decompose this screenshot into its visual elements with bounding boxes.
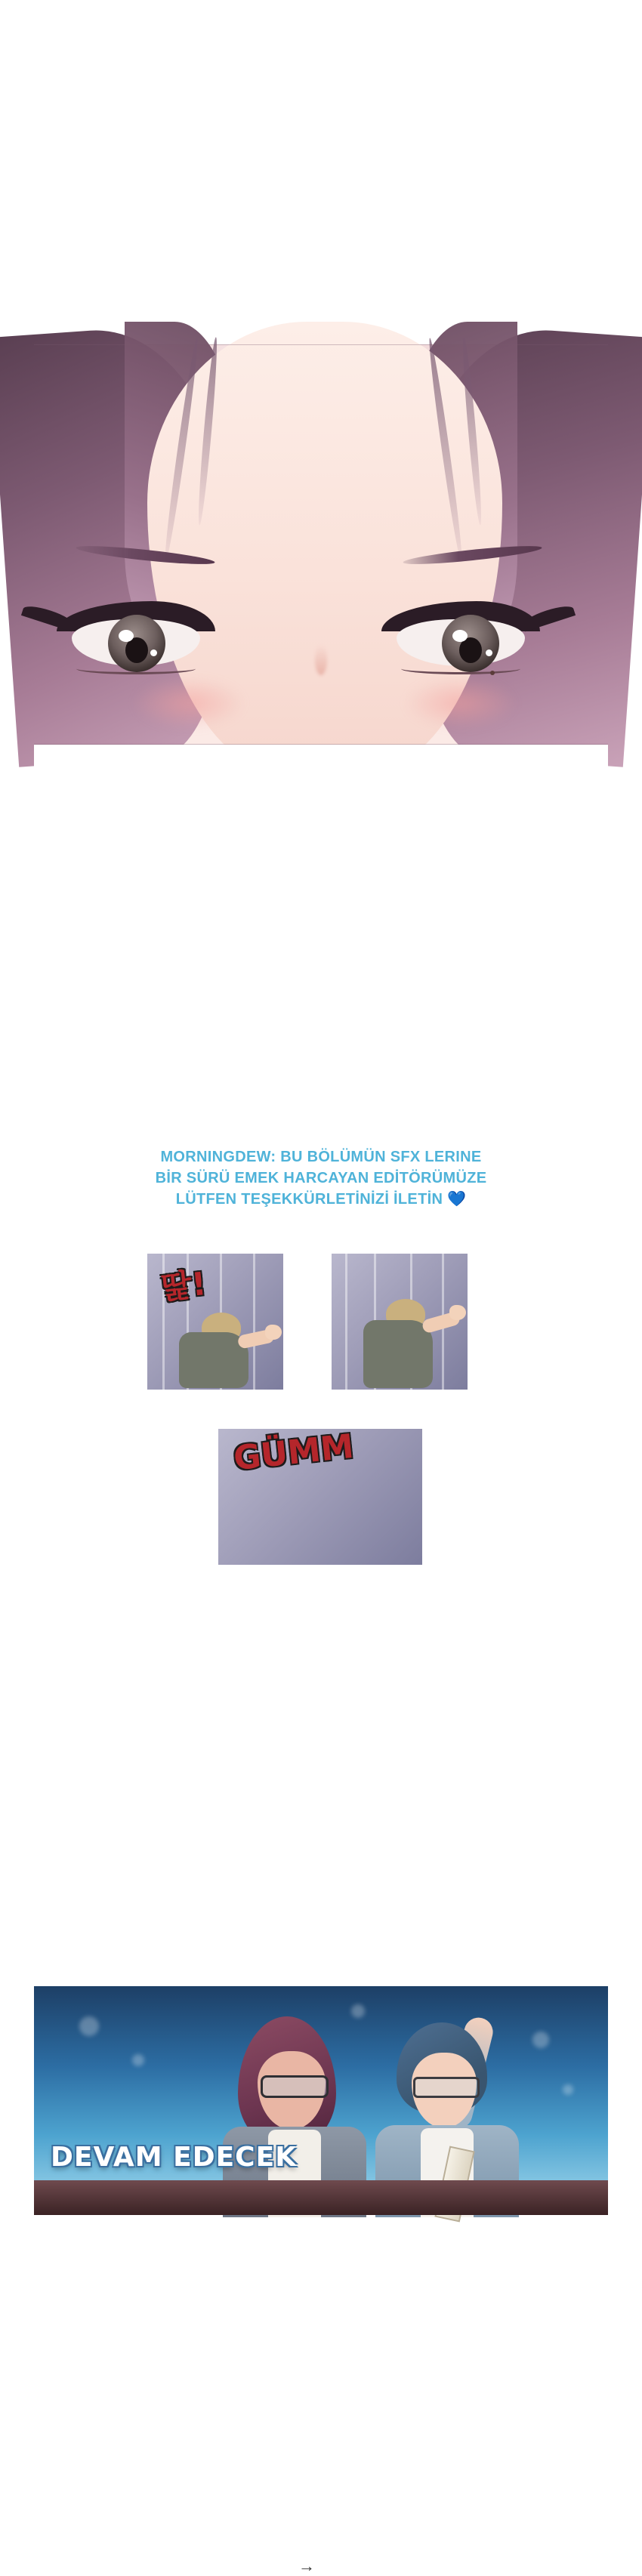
glasses-icon xyxy=(261,2075,329,2098)
character-body xyxy=(363,1320,433,1388)
credits-line-1: MORNINGDEW: BU BÖLÜMÜN SFX LERINE xyxy=(160,1149,482,1165)
sfx-after-thumbnail xyxy=(332,1254,468,1390)
eye-right xyxy=(381,594,540,684)
glasses-icon xyxy=(413,2077,480,2098)
eye-left xyxy=(57,594,215,684)
eye-highlight xyxy=(119,630,134,642)
sfx-result-thumbnail xyxy=(218,1429,422,1565)
webtoon-page xyxy=(34,0,608,2575)
speed-line xyxy=(345,1254,347,1390)
translator-credits xyxy=(34,1146,608,1210)
sfx-translated-label: GÜMM xyxy=(231,1427,356,1479)
to-be-continued-panel xyxy=(34,1986,608,2215)
speed-line xyxy=(253,1254,255,1390)
character-hand xyxy=(449,1305,466,1320)
heart-icon: 💙 xyxy=(447,1191,467,1208)
eyelash-lower xyxy=(401,663,520,674)
foreground-ground xyxy=(34,2180,608,2215)
eyelash-lower xyxy=(76,663,196,674)
to-be-continued-text: DEVAM EDECEK xyxy=(51,2142,298,2173)
credits-line-2: BİR SÜRÜ EMEK HARCAYAN EDİTÖRÜMÜZE xyxy=(155,1170,487,1186)
eye-highlight xyxy=(486,649,492,656)
credits-line-3: LÜTFEN TEŞEKKÜRLETİNİZİ İLETİN xyxy=(175,1191,443,1208)
arrow-right-icon: → xyxy=(298,2556,315,2575)
top-white-gap xyxy=(34,0,608,344)
close-up-eyes-panel xyxy=(34,344,608,745)
bokeh-light xyxy=(351,2004,365,2018)
eye-highlight xyxy=(150,649,157,656)
bokeh-light xyxy=(79,2016,99,2036)
bokeh-light xyxy=(563,2084,573,2095)
bokeh-light xyxy=(532,2031,549,2048)
blush-left xyxy=(132,677,245,730)
sfx-original-label: 딽! xyxy=(159,1264,208,1307)
panel-top-border xyxy=(34,344,608,345)
sfx-before-thumbnail xyxy=(147,1254,283,1390)
beauty-mark xyxy=(490,671,495,675)
sclera xyxy=(72,619,200,666)
nose-shadow xyxy=(315,645,327,675)
character-hand xyxy=(265,1325,282,1340)
bokeh-light xyxy=(132,2054,144,2066)
sclera xyxy=(397,619,525,666)
eye-highlight xyxy=(452,630,468,642)
blush-right xyxy=(404,677,517,730)
